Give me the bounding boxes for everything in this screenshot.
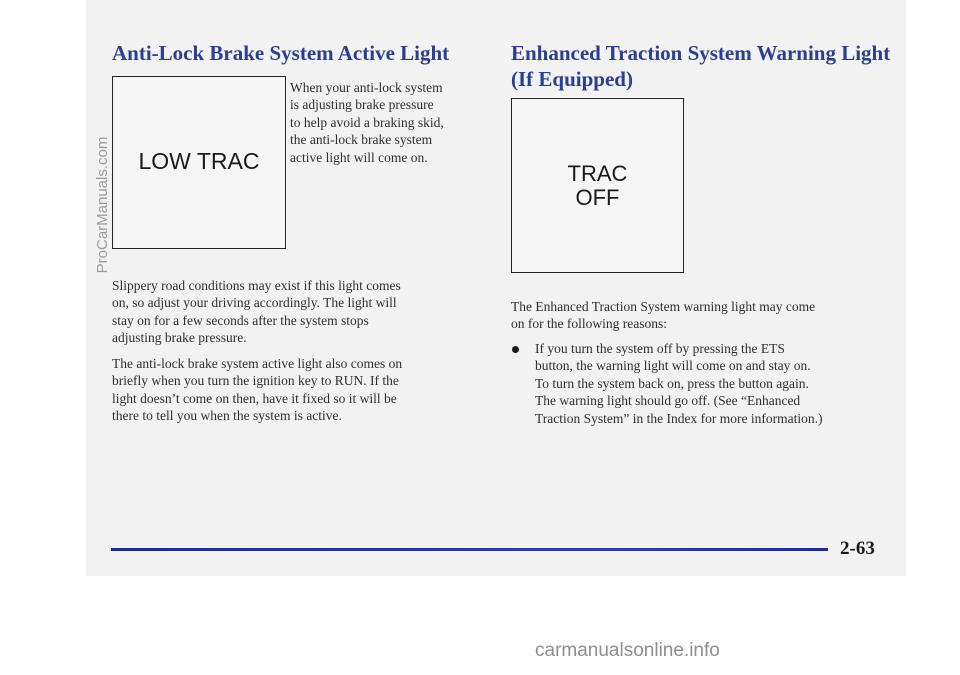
abs-paragraph-2 (112, 355, 402, 425)
ets-bullet-item (535, 340, 822, 427)
text-line: button, the warning light will come on and stay on. (535, 358, 811, 374)
text-line: the anti-lock brake system (290, 132, 433, 148)
indicator-line: TRAC (567, 161, 628, 186)
abs-active-light-heading: Anti-Lock Brake System Active Light (112, 41, 450, 65)
trac-off-indicator-box (511, 98, 684, 273)
trac-off-indicator-label (512, 162, 683, 210)
text-line: to help avoid a braking skid, (290, 114, 444, 130)
text-line: active light will come on. (290, 149, 428, 165)
page-number: 2-63 (840, 538, 875, 559)
text-line: is adjusting brake pressure (290, 97, 434, 113)
text-line: briefly when you turn the ignition key to RUN. If the (112, 373, 399, 389)
text-line: there to tell you when the system is active. (112, 408, 342, 424)
heading-line: (If Equipped) (511, 67, 633, 91)
text-line: The Enhanced Traction System warning light may come (511, 299, 816, 314)
footer-rule (111, 548, 828, 551)
text-line: Slippery road conditions may exist if this light comes (112, 278, 401, 293)
text-line: on for the following reasons: (511, 316, 667, 332)
indicator-line: OFF (575, 185, 620, 210)
side-watermark-text: ProCarManuals.com (94, 136, 111, 274)
text-line: To turn the system back on, press the button again. (535, 375, 809, 391)
text-line: If you turn the system off by pressing the ETS (535, 341, 785, 356)
low-trac-indicator-label: LOW TRAC (138, 148, 260, 174)
text-line: light doesn’t come on then, have it fixed so it will be (112, 390, 397, 406)
text-line: stay on for a few seconds after the system stops (112, 312, 369, 328)
text-line: on, so adjust your driving accordingly. The light will (112, 295, 397, 311)
text-line: The warning light should go off. (See “Enhanced (535, 393, 801, 409)
text-line: adjusting brake pressure. (112, 330, 247, 346)
abs-paragraph-1 (112, 277, 401, 347)
abs-intro-text (290, 79, 444, 166)
bottom-watermark: carmanualsonline.info (535, 640, 720, 661)
heading-line: Enhanced Traction System Warning Light (511, 41, 891, 65)
ets-warning-light-heading (511, 40, 890, 92)
bullet-icon (512, 346, 519, 353)
text-line: The anti-lock brake system active light also comes on (112, 356, 403, 371)
text-line: Traction System” in the Index for more information.) (535, 410, 823, 426)
ets-intro-text (511, 298, 815, 333)
text-line: When your anti-lock system (290, 80, 443, 95)
low-trac-indicator-box (112, 76, 286, 249)
